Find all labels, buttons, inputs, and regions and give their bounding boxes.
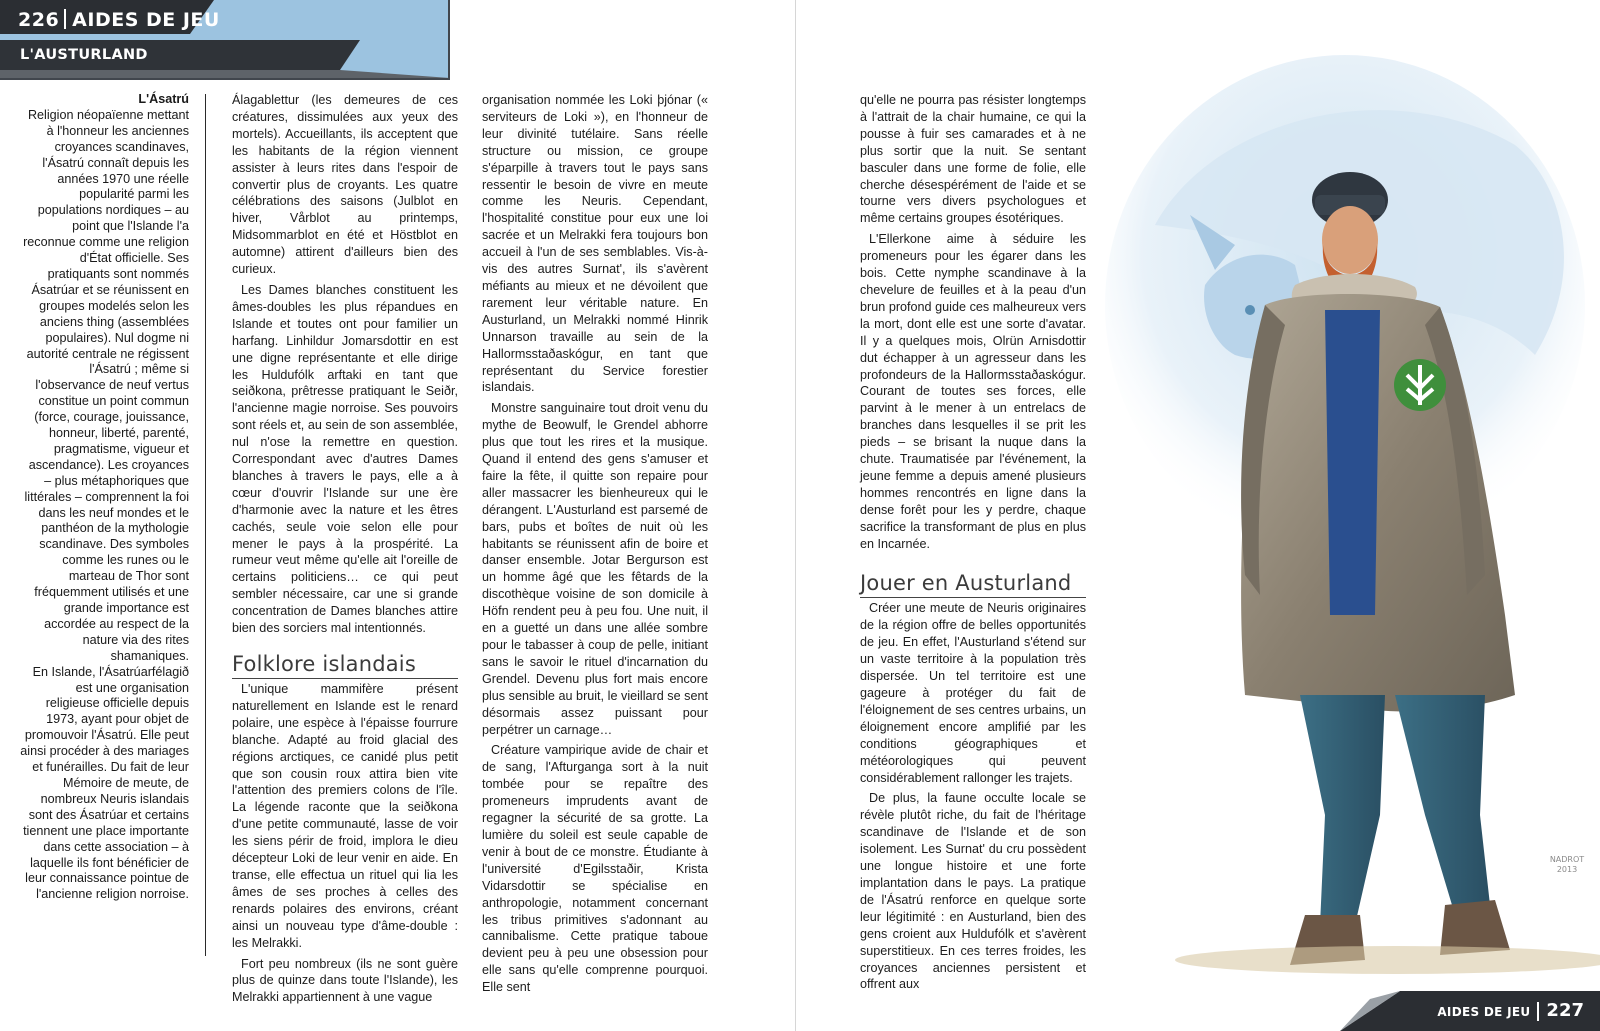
text-column-4 (860, 92, 1086, 993)
paragraph: Créature vampirique avide de chair et de sang, l'Afturganga sort à la nuit tombée pour se repaître des promeneurs imprudents avant de regagner la sécurité de sa grotte. La lumière du soleil est seule capable de venir à bout de ce monstre. Étudiante à l'université d'Egilsstaðir, Krista Vidarsdottir se spécialise en anthropologie, notamment concernant les tribus primitives s'adonnant au cannibalisme. Cette pratique taboue devient peu à peu une obsession pour elle sans qu'elle comprenne pourquoi. Elle sent (482, 743, 708, 995)
asatru-sidebar (20, 92, 189, 903)
character-illustration (1095, 55, 1600, 985)
footer-text (1437, 1000, 1584, 1021)
section-title-folklore: Folklore islandais (232, 651, 458, 679)
paragraph: Álagablettur (les demeures de ces créatures, dissimulées aux yeux des mortels). Accueillants, ils acceptent que les habitants de la région viennent assister à leurs rites dans l'espoir de convertir plus de croyants. Les quatre célébrations des saisons (Julblot en hiver, Vårblot au printemps, Midsommarblot en été et Höstblot en automne) attirent d'ailleurs bien des curieux. (232, 93, 458, 277)
paragraph: Monstre sanguinaire tout droit venu du mythe de Beowulf, le Grendel abhorre plus que tout les rires et la musique. Quand il entend des gens s'amuser et faire la fête, il quitte son repaire pour aller massacrer les bienheureux qui le dérangent. L'Austurland est parsemé de bars, pubs et boîtes de nuit où les habitants se réunissent afin de boire et danser ensemble. Jotar Bergurson est un homme âgé que les fêtards de la discothèque voisine de son domicile à Höfn rendent peu à peu fou. Une nuit, il en a guetté un dans une allée sombre pour le tabasser à coup de pelle, initiant sans le savoir le rituel d'incarnation du Grendel. Devenu plus fort mais encore plus sensible au bruit, le vieillard se sent désormais assez puissant pour perpétrer un carnage… (482, 401, 708, 737)
footer-section: AIDES DE JEU (1437, 1005, 1531, 1019)
paragraph: Créer une meute de Neuris originaires de la région offre de belles opportunités de jeu. En effet, l'Austurland s'étend sur un vaste territoire à la population très dispersée. Un tel territoire est une gageure à protéger du fait de l'éloignement de ses centres urbains, un éloignement encore amplifié par les conditions géographiques et météorologiques qui peuvent considérablement rallonger les trajets. (860, 601, 1086, 785)
paragraph: Les Dames blanches constituent les âmes-doubles les plus répandues en Islande et toutes ont pour familier un harfang. Linhildur Jomarsdottir en est une digne représentante et elle dirige les Huldufólk arftaki en tant que seiðkona, prêtresse pratiquant le Seiðr, l'ancienne magie norroise. Ses pouvoirs sont réels et, au sein de son assemblée, nul n'ose la remettre en question. Correspondant avec d'autres Dames blanches à travers le pays, elle a à cœur d'ouvrir l'Islande sur une ère d'harmonie avec la nature et les êtres cachés, seule voie selon elle pour mener le pays à la prospérité. La rumeur veut même qu'elle ait l'oreille de certains politiciens… ce qui peut sembler nécessaire, car une si grande concentration de Dames blanches attire bien des sorciers mal intentionnés. (232, 282, 458, 636)
page-header-band (0, 0, 450, 80)
text-column-2 (232, 92, 458, 1006)
footer-separator (1537, 1002, 1539, 1021)
parka-man-illustration (1095, 55, 1600, 985)
header-section: AIDES DE JEU (72, 9, 220, 31)
sidebar-paragraph-2: En Islande, l'Ásatrúarfélagið est une organisation religieuse officielle depuis 1973, ayant pour objet de promouvoir l'Ásatrú. Elle peut ainsi procéder à des mariages et funérailles. Du fait de leur Mémoire de meute, de nombreux Neuris islandais sont des Ásatrúar et certains tiennent une place importante dans cette association – à laquelle ils font bénéficier de leur connaissance pointue de l'ancienne religion norroise. (20, 664, 189, 902)
sidebar-paragraph: Religion néopaïenne mettant à l'honneur les anciennes croyances scandinaves, l'Ásatrú connaît depuis les années 1970 une réelle popularité parmi les populations nordiques – au point que l'Islande l'a reconnue comme une religion d'État officielle. Ses pratiquants sont nommés Ásatrúar et se réunissent en groupes modelés selon les anciens thing (assemblées populaires). Nul dogme ni autorité centrale ne régissent l'Ásatrú ; même si l'observance de neuf vertus constitue un point commun (force, courage, jouissance, honneur, liberté, parenté, pragmatisme, vigueur et ascendance). Les croyances – plus métaphoriques que littérales – comprennent la foi dans les neuf mondes et le panthéon de la mythologie scandinave. Des symboles comme les runes ou le marteau de Thor sont fréquemment utilisés et une grande importance est accordée au respect de la nature via des rites shamaniques. (23, 107, 189, 663)
header-separator (64, 9, 66, 29)
sidebar-title: L'Ásatrú (138, 92, 189, 106)
page-footer-band (1340, 991, 1600, 1031)
paragraph: L'unique mammifère présent naturellement en Islande est le renard polaire, une espèce à l'épaisse fourrure blanche. Adapté au froid glacial des régions arctiques, ce canidé plus petit que son cousin roux attira bien vite l'attention des premiers colons de l'île. La légende raconte que la seiðkona d'une petite communauté, lasse de voir les siens périr de froid, implora le dieu décepteur Loki de leur venir en aide. En transe, elle effectua un rituel qui lia les âmes de ses proches à celles des renards polaires des environs, créant ainsi un nouveau type d'âme-double : les Melrakki. (232, 682, 458, 950)
paragraph: qu'elle ne pourra pas résister longtemps à l'attrait de la chair humaine, ce qui la pousse à fuir ses camarades et à ne plus sortir que la nuit. Se sentant basculer dans une forme de folie, elle cherche désespérément de l'aide et se tourne vers divers psychologues et même certains groupes ésotériques. (860, 93, 1086, 226)
header-page-number: 226 (18, 9, 60, 31)
paragraph: L'Ellerkone aime à séduire les promeneurs pour les égarer dans les bois. Cette nymphe scandinave à la chevelure de feuilles et à la peau d'un brun profond guide ces malheureux vers la mort, dont elle est une sorte d'avatar. Il y a quelques mois, Olrün Arnisdottir dut échapper à un agresseur dans les profondeurs de la Hallormsstaðaskógur. Courant de toutes ses forces, elle parvint à le mener à un entrelacs de branches dans lesquelles il se prit les pieds – se brisant la nuque dans la chute. Traumatisée par l'événement, la jeune femme a depuis amené plusieurs hommes rencontrés en ligne dans la dense forêt pour les y perdre, chaque sacrifice la transformant de plus en plus en Incarnée. (860, 232, 1086, 551)
paragraph: De plus, la faune occulte locale se révèle plutôt riche, du fait de l'héritage scandinave de l'Islande et de son isolement. Les Surnat' du cru possèdent une longue histoire et une forte implantation dans le pays. La pratique de l'Ásatrú renforce en quelque sorte leur légitimité : en Austurland, bien des gens croient aux Huldufólk et s'avèrent superstitieux. En ces terres froides, les croyances anciennes persistent et offrent aux (860, 791, 1086, 992)
header-title (18, 9, 220, 31)
paragraph: Fort peu nombreux (ils ne sont guère plus de quinze dans toute l'Islande), les Melrakki appartiennent à une vague (232, 956, 458, 1005)
right-page (795, 0, 1600, 1031)
section-title-jouer: Jouer en Austurland (860, 570, 1086, 598)
artist-signature: NADROT 2013 (1549, 855, 1585, 874)
header-subtitle: L'AUSTURLAND (20, 47, 148, 63)
paragraph: organisation nommée les Loki þjónar (« serviteurs de Loki »), en l'honneur de leur divinité tutélaire. Sans réelle structure ou mission, ce groupe s'éparpille à travers tout le pays sans ressentir le besoin de vivre en meute comme les Neuris. Cependant, l'hospitalité constitue pour eux une loi sacrée et un Melrakki fera toujours bon accueil à l'un de ses semblables. Vis-à-vis des autres Surnat', ils s'avèrent méfiants au mieux et ne dévoilent que rarement leur véritable nature. En Austurland, un Melrakki nommé Hinrik Unnarson travaille au sein de la Hallormsstaðaskógur, en tant que représentant du Service forestier islandais. (482, 93, 708, 395)
left-page (0, 0, 795, 1031)
text-column-3 (482, 92, 708, 996)
sidebar-divider (205, 94, 206, 956)
footer-page-number: 227 (1546, 1000, 1584, 1021)
